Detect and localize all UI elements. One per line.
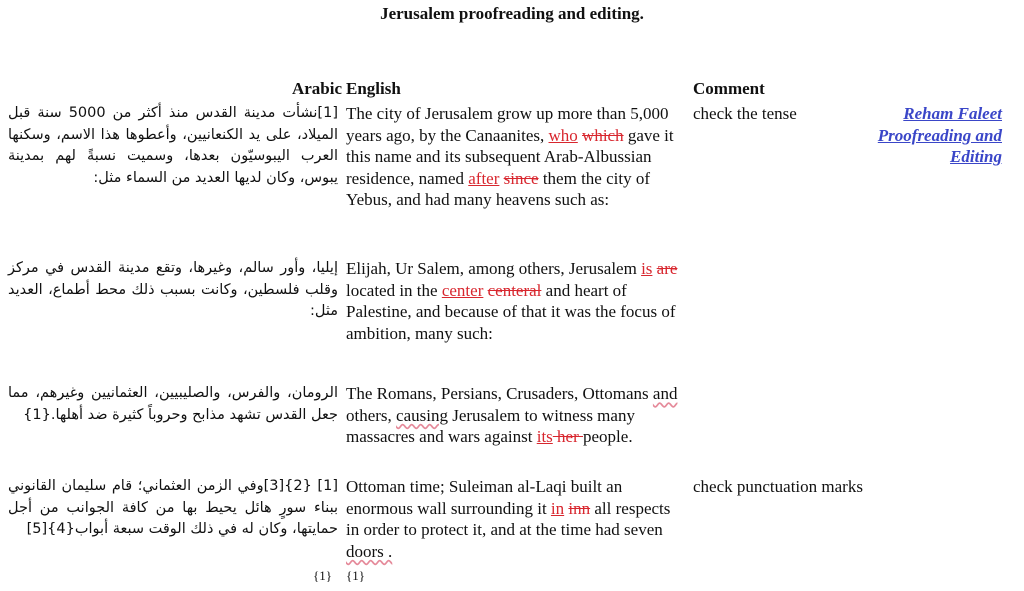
english-text (346, 476, 681, 562)
text-segment: located in the (346, 280, 442, 300)
grammar-flag: causing (396, 405, 448, 425)
text-segment: Ottoman time; Suleiman al-Laqi built an enormous wall surrounding it (346, 477, 623, 518)
text-segment: gave it this name and its subsequent Arab-Albussian residence, named (346, 125, 674, 188)
header-comment: Comment (693, 79, 765, 98)
author-line: Proofreading and (877, 125, 1002, 145)
text-segment: The city of Jerusalem grow up more than 5,000 years ago, by the Canaanites, (346, 104, 669, 145)
deleted-text: inn (568, 498, 591, 518)
deleted-text: centeral (487, 280, 542, 300)
text-segment: The Romans, Persians, Crusaders, Ottomans (346, 384, 653, 403)
grammar-flag: and (652, 384, 678, 403)
text-segment: them the city of Yebus, and had many heavens such as: (346, 168, 650, 209)
header-english: English (346, 79, 401, 98)
inserted-text: its (536, 427, 553, 446)
text-segment: and heart of Palestine, and because of that it was the focus of ambition, many such: (346, 280, 676, 343)
deleted-text: since (503, 168, 539, 188)
deleted-text: which (582, 125, 624, 145)
arabic-text: إيليا، وأور سالم، وغيرها، وتقع مدينة القدس في مركز وقلب فلسطين، وكانت بسبب ذلك محط أطماع، العديد مثل: (8, 260, 338, 319)
inserted-text: center (441, 280, 484, 300)
deleted-text: are (656, 259, 678, 278)
inserted-text: after (468, 168, 500, 188)
text-segment: others, (346, 405, 397, 425)
text-segment: people. (583, 427, 633, 446)
text-segment: Jerusalem to witness many massacres and wars against (346, 405, 635, 446)
inserted-text: is (641, 259, 653, 278)
arabic-text: الرومان، والفرس، والصليبيين، العثمانيين وغيرهم، مما جعل القدس تشهد مذابح وحروباً كثيرة ضد أهلها.{1} (8, 385, 338, 423)
author-line: Reham Faleet (903, 104, 1002, 123)
deleted-text: her (552, 427, 583, 446)
comment-text: check the tense (693, 104, 797, 123)
english-text (346, 103, 681, 211)
footnote-arabic: {1} (313, 568, 332, 583)
page-title: Jerusalem proofreading and editing. (380, 4, 644, 23)
header-arabic: Arabic (291, 79, 342, 98)
inserted-text: in (550, 498, 565, 518)
arabic-text: [1]نشأت مدينة القدس منذ أكثر من 5000 سنة قبل الميلاد، على يد الكنعانيين، وأعطوها هذا الاسم، وسكنها العرب اليبوسيّون بعدها، وسميت نسبةً لهم بمدينة يبوس، وكان لديها العديد من السماء مثل: (8, 105, 338, 186)
text-segment: all respects in order to protect it, and at the time had seven (346, 498, 671, 539)
english-text (346, 258, 681, 344)
inserted-text: who (548, 125, 578, 145)
footnote-english: {1} (346, 568, 365, 583)
grammar-flag: doors . (346, 541, 393, 561)
arabic-text: [1] {2}[3]وفي الزمن العثماني؛ قام سليمان القانوني ببناء سورٍ هائل يحيط بها من كافة الجوانب من أجل حمايتها، وكان له في ذلك الوقت سبعة أبواب{4}[5] (8, 478, 338, 537)
comment-text: check punctuation marks (693, 477, 863, 496)
text-segment: Elijah, Ur Salem, among others, Jerusalem (346, 259, 642, 278)
english-text (346, 383, 681, 448)
author-line: Editing (950, 147, 1002, 166)
